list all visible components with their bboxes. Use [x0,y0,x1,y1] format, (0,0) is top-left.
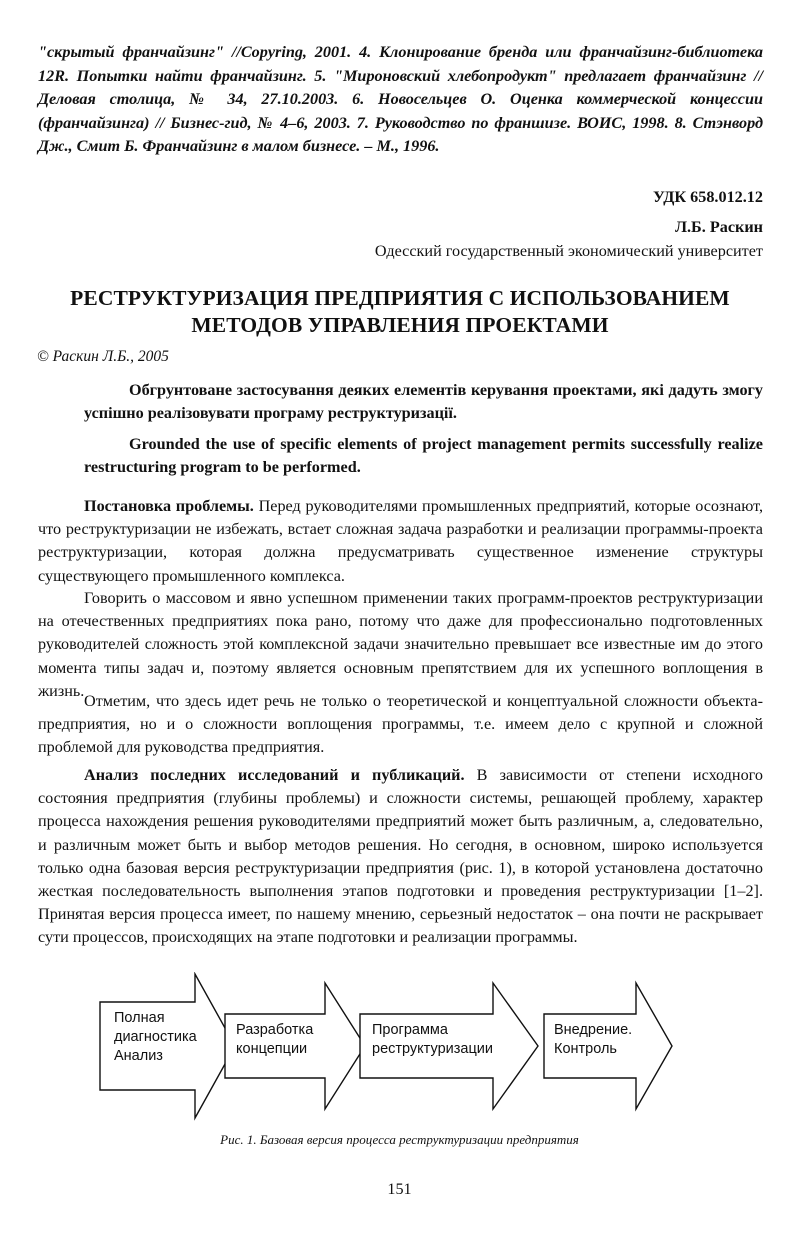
section-problem-statement [38,495,763,588]
paragraph [38,495,763,588]
section-heading: Постановка проблемы. [84,497,254,515]
step4-line: Контроль [554,1041,617,1057]
paragraph-text: В зависимости от степени исходного состояния предприятия (глубины проблемы) и сложности системы, решающей проблему, характер процесса нахождения решения руководителями предприятий может быть различным, а, следовательно, и различным может быть и выбор методов решения. Но сегодня, в основном, широко используется только одна базовая версия реструктуризации предприятия (рис. 1), в которой установлена достаточно жесткая последовательность выполнения этапов подготовки и проведения реструктуризации [1–2]. Принятая версия процесса имеет, по нашему мнению, серьезный недостаток – она почти не раскрывает сути процессов, происходящих на этапе подготовки и реализации программы. [38,766,763,947]
author-name: Л.Б. Раскин [674,218,763,236]
copyright-notice: © Раскин Л.Б., 2005 [37,348,169,365]
step1-line: Полная [114,1010,165,1026]
abstract-ukrainian: Обгрунтоване застосування деяких елементів керування проектами, які дадуть змогу успішно реалізовувати програму реструктуризації. [84,381,763,422]
udk-code: УДК 658.012.12 [652,188,763,206]
paragraph-3 [38,690,763,760]
paragraph: Говорить о массовом и явно успешном применении таких программ-проектов реструктуризации на отечественных предприятиях пока рано, потому что даже для профессионально подготовленных руководителей сложность этой комплексной задачи значительно превышает все известные им до этого момента типы задач и, поэтому является основным препятствием для их успешного воплощения в жизнь. [38,589,763,700]
references-continuation: "скрытый франчайзинг" //Copyring, 2001. 4. Клонирование бренда или франчайзинг-библиотека 12R. Попытки найти франчайзинг. 5. "Мироновский хлебопродукт" предлагает франчайзинг // Деловая столица, № 34, 27.10.2003. 6. Новосельцев О. Оценка коммерческой концессии (франчайзинга) // Бизнес-гид, № 4–6, 2003. 7. Руководство по франшизе. ВОИС, 1998. 8. Стэнворд Дж., Смит Б. Франчайзинг в малом бизнесе. – М., 1996. [38,43,763,155]
step1-line: Анализ [114,1048,163,1064]
flow-arrow-step-1 [100,974,235,1118]
paragraph-2 [38,587,763,703]
step3-line: реструктуризации [372,1041,493,1057]
step1-line: диагностика [114,1029,197,1045]
article-title-line-2: МЕТОДОВ УПРАВЛЕНИЯ ПРОЕКТАМИ [191,313,609,337]
step2-line: Разработка [236,1022,314,1038]
section-heading: Анализ последних исследований и публикаций. [84,766,465,784]
process-flow-diagram [96,972,676,1122]
step2-line: концепции [236,1041,308,1057]
figure-caption: Рис. 1. Базовая версия процесса реструктуризации предприятия [220,1132,579,1147]
section-literature-review [38,764,763,950]
paragraph: Отметим, что здесь идет речь не только о теоретической и концептуальной сложности объекта-предприятия, но и о сложности воплощения программы, т.е. имеем дело с крупной и сложной проблемой для руководства предприятия. [38,692,763,757]
paragraph [38,764,763,950]
paragraph-text: Перед руководителями промышленных предприятий, которые осознают, что реструктуризации не избежать, встает сложная задача разработки и реализации программы-проекта реструктуризации, которая должна предусматривать существенное изменение структуры существующего промышленного комплекса. [38,497,763,585]
step4-line: Внедрение. [554,1022,633,1038]
abstract-english: Grounded the use of specific elements of project management permits successfully realize restructuring program to be performed. [84,435,763,476]
author-affiliation: Одесский государственный экономический университет [374,242,763,260]
step3-line: Программа [372,1022,448,1038]
page-number: 151 [387,1180,412,1198]
article-title-line-1: РЕСТРУКТУРИЗАЦИЯ ПРЕДПРИЯТИЯ С ИСПОЛЬЗОВАНИЕМ [70,286,730,310]
